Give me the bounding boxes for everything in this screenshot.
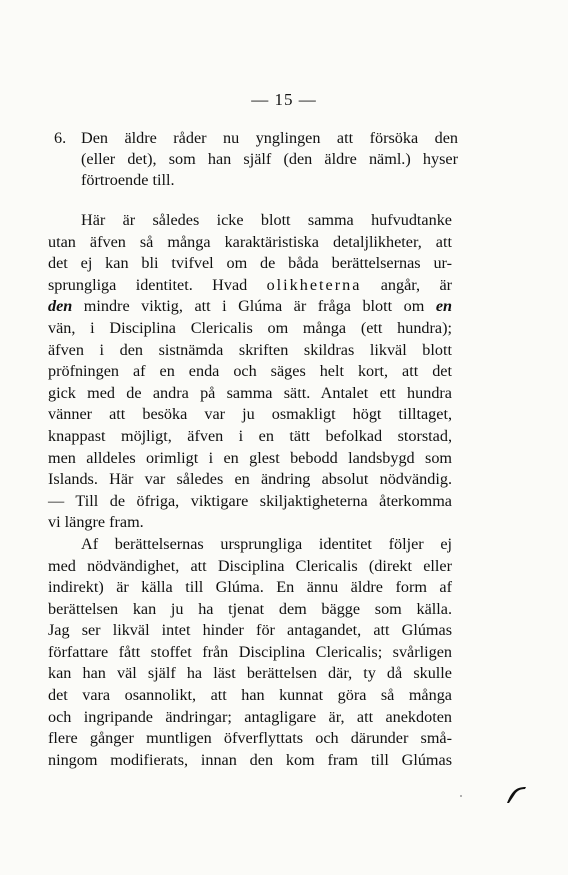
text-line: Här är således icke blott samma hufvudtanke <box>81 211 452 229</box>
body-text <box>48 210 452 771</box>
ink-speck <box>460 795 462 797</box>
text-line: kan han väl själf ha läst berättelsen där, ty då skulle <box>48 664 452 683</box>
text-line: ningom modifierats, innan den kom fram till Glúmas <box>48 750 452 769</box>
text-line: Af berättelsernas ursprungliga identitet följer ej <box>81 534 452 553</box>
text-line: utan äfven så många karaktäristiska detaljlikheter, att <box>48 232 452 251</box>
text-line: med nödvändighet, att Disciplina Clericalis (direkt eller <box>48 556 452 575</box>
text-line: — Till de öfriga, viktigare skiljaktigheterna återkomma <box>48 491 452 510</box>
text-line: äfven i den sistnämda skriften skildras likväl blott <box>48 340 452 359</box>
page-number: — 15 — <box>251 90 317 109</box>
text-line: vän, i Disciplina Clericalis om många (ett hundra); <box>48 318 452 337</box>
text-line: gick med de andra på samma sätt. Antalet ett hundra <box>48 383 452 402</box>
text-line: indirekt) är källa till Glúma. En ännu äldre form af <box>48 578 452 597</box>
text-line: författare fått stoffet från Disciplina Clericalis; svårligen <box>48 642 452 661</box>
text-fragment: mindre viktig, att i Glúma är fråga blott om <box>83 297 425 316</box>
emphasized-word: den <box>48 297 73 316</box>
text-line <box>48 296 452 318</box>
text-line: vänner att besöka var ju osmakligt högt tilltaget, <box>48 405 452 424</box>
text-line: förtroende till. <box>81 171 175 189</box>
text-line: berättelsen kan ju ha tjenat dem bägge som källa. <box>48 599 452 618</box>
numbered-point <box>54 128 458 191</box>
text-line: Jag ser likväl intet hinder för antagandet, att Glúmas <box>48 621 452 640</box>
text-fragment: angår, är <box>380 275 453 294</box>
text-line: och ingripande ändringar; antagligare är, att anekdoten <box>48 707 452 726</box>
text-line: (eller det), som han själf (den äldre näml.) hyser <box>81 150 458 168</box>
text-line: det ej kan bli tvifvel om de båda berättelsernas ur- <box>48 254 452 273</box>
text-line <box>48 275 452 297</box>
text-line: knappast möjligt, äfven i en tätt befolkad storstad, <box>48 426 452 445</box>
text-line: vi längre fram. <box>48 513 144 532</box>
point-number: 6. <box>54 129 67 147</box>
text-line: men alldeles orimligt i en glest bebodd landsbygd som <box>48 448 452 467</box>
text-line: pröfningen af en enda och säges helt kort, att det <box>48 362 452 381</box>
emphasized-word: en <box>435 297 453 316</box>
text-line: det vara osannolikt, att han kunnat göra så många <box>48 686 452 705</box>
text-line: Den äldre råder nu ynglingen att försöka den <box>81 129 458 147</box>
printer-mark-icon <box>505 786 527 804</box>
text-line: Islands. Här var således en ändring absolut nödvändig. <box>48 470 452 489</box>
spaced-word: olikheterna <box>266 275 362 294</box>
text-fragment: Hvad <box>212 275 248 294</box>
text-line: flere gånger muntligen öfverflyttats och därunder små- <box>48 729 452 748</box>
text-fragment: sprungliga identitet. <box>48 275 193 294</box>
